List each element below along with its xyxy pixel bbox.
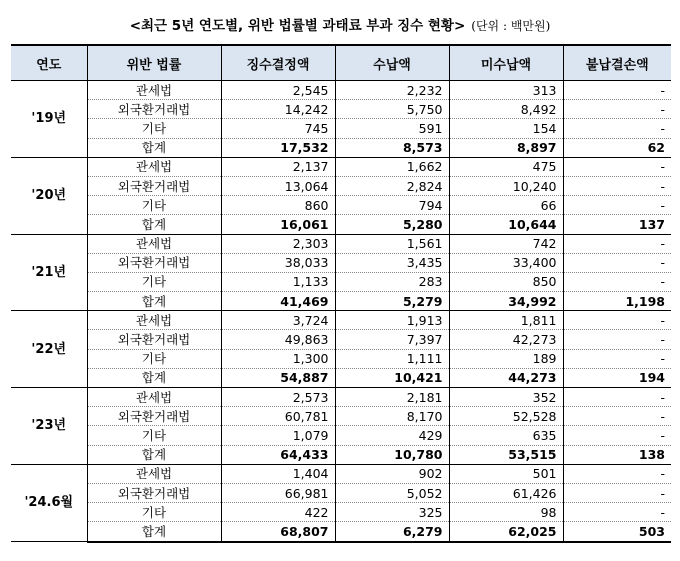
law-cell: 기타 [87, 349, 221, 368]
paid-cell: 5,279 [335, 292, 449, 311]
unpaid-cell: 635 [449, 426, 563, 445]
header-law: 위반 법률 [87, 45, 221, 81]
paid-cell: 325 [335, 503, 449, 522]
table-row [11, 81, 671, 100]
law-cell: 외국환거래법 [87, 100, 221, 119]
table-row [11, 157, 671, 176]
decided-cell: 68,807 [221, 522, 335, 542]
unpaid-cell: 33,400 [449, 253, 563, 272]
paid-cell: 591 [335, 119, 449, 138]
loss-cell: 62 [563, 138, 671, 157]
year-cell: '22년 [11, 311, 87, 388]
table-row [11, 138, 671, 157]
unpaid-cell: 10,644 [449, 215, 563, 234]
paid-cell: 2,232 [335, 81, 449, 100]
loss-cell: - [563, 483, 671, 502]
unpaid-cell: 742 [449, 234, 563, 253]
header-unpaid: 미수납액 [449, 45, 563, 81]
header-year: 연도 [11, 45, 87, 81]
table-body [11, 81, 671, 542]
unpaid-cell: 53,515 [449, 445, 563, 464]
law-cell: 합계 [87, 138, 221, 157]
table-row [11, 196, 671, 215]
table-row [11, 522, 671, 542]
law-cell: 외국환거래법 [87, 253, 221, 272]
law-cell: 외국환거래법 [87, 407, 221, 426]
header-loss: 불납결손액 [563, 45, 671, 81]
paid-cell: 283 [335, 272, 449, 291]
table-title [0, 14, 680, 34]
table-row [11, 311, 671, 330]
table-row [11, 292, 671, 311]
decided-cell: 38,033 [221, 253, 335, 272]
year-cell: '23년 [11, 388, 87, 465]
table-row [11, 483, 671, 502]
law-cell: 관세법 [87, 81, 221, 100]
law-cell: 합계 [87, 445, 221, 464]
law-cell: 합계 [87, 292, 221, 311]
year-cell: '24.6월 [11, 464, 87, 541]
unpaid-cell: 850 [449, 272, 563, 291]
unpaid-cell: 1,811 [449, 311, 563, 330]
decided-cell: 66,981 [221, 483, 335, 502]
paid-cell: 5,280 [335, 215, 449, 234]
loss-cell: - [563, 330, 671, 349]
paid-cell: 6,279 [335, 522, 449, 542]
law-cell: 기타 [87, 503, 221, 522]
paid-cell: 902 [335, 464, 449, 483]
paid-cell: 429 [335, 426, 449, 445]
law-cell: 관세법 [87, 388, 221, 407]
paid-cell: 2,824 [335, 176, 449, 195]
unpaid-cell: 34,992 [449, 292, 563, 311]
unpaid-cell: 98 [449, 503, 563, 522]
loss-cell: - [563, 426, 671, 445]
loss-cell: - [563, 176, 671, 195]
law-cell: 관세법 [87, 157, 221, 176]
decided-cell: 1,133 [221, 272, 335, 291]
table-row [11, 100, 671, 119]
paid-cell: 5,052 [335, 483, 449, 502]
table-row [11, 368, 671, 387]
decided-cell: 860 [221, 196, 335, 215]
loss-cell: - [563, 464, 671, 483]
loss-cell: 194 [563, 368, 671, 387]
unpaid-cell: 501 [449, 464, 563, 483]
unpaid-cell: 475 [449, 157, 563, 176]
unpaid-cell: 154 [449, 119, 563, 138]
loss-cell: 503 [563, 522, 671, 542]
decided-cell: 745 [221, 119, 335, 138]
decided-cell: 16,061 [221, 215, 335, 234]
decided-cell: 2,545 [221, 81, 335, 100]
decided-cell: 14,242 [221, 100, 335, 119]
paid-cell: 3,435 [335, 253, 449, 272]
unpaid-cell: 189 [449, 349, 563, 368]
unpaid-cell: 62,025 [449, 522, 563, 542]
loss-cell: - [563, 234, 671, 253]
decided-cell: 54,887 [221, 368, 335, 387]
loss-cell: 138 [563, 445, 671, 464]
table-row [11, 503, 671, 522]
decided-cell: 17,532 [221, 138, 335, 157]
law-cell: 관세법 [87, 464, 221, 483]
header-decided: 징수결정액 [221, 45, 335, 81]
table-row [11, 119, 671, 138]
loss-cell: - [563, 407, 671, 426]
unpaid-cell: 313 [449, 81, 563, 100]
loss-cell: - [563, 119, 671, 138]
unit-label: (단위 : 백만원) [471, 19, 551, 33]
decided-cell: 60,781 [221, 407, 335, 426]
paid-cell: 8,573 [335, 138, 449, 157]
unpaid-cell: 42,273 [449, 330, 563, 349]
decided-cell: 1,079 [221, 426, 335, 445]
year-cell: '20년 [11, 157, 87, 234]
paid-cell: 7,397 [335, 330, 449, 349]
table-row [11, 407, 671, 426]
loss-cell: - [563, 503, 671, 522]
law-cell: 관세법 [87, 234, 221, 253]
unpaid-cell: 61,426 [449, 483, 563, 502]
law-cell: 기타 [87, 272, 221, 291]
table-row [11, 234, 671, 253]
law-cell: 합계 [87, 368, 221, 387]
law-cell: 합계 [87, 215, 221, 234]
header-paid: 수납액 [335, 45, 449, 81]
table-row [11, 349, 671, 368]
table-row [11, 176, 671, 195]
table-row [11, 253, 671, 272]
unpaid-cell: 66 [449, 196, 563, 215]
law-cell: 합계 [87, 522, 221, 542]
paid-cell: 1,111 [335, 349, 449, 368]
paid-cell: 10,780 [335, 445, 449, 464]
decided-cell: 41,469 [221, 292, 335, 311]
loss-cell: - [563, 311, 671, 330]
loss-cell: - [563, 196, 671, 215]
table-row [11, 426, 671, 445]
law-cell: 외국환거래법 [87, 176, 221, 195]
unpaid-cell: 8,492 [449, 100, 563, 119]
law-cell: 기타 [87, 196, 221, 215]
law-cell: 관세법 [87, 311, 221, 330]
unpaid-cell: 8,897 [449, 138, 563, 157]
law-cell: 외국환거래법 [87, 330, 221, 349]
table-row [11, 445, 671, 464]
loss-cell: - [563, 272, 671, 291]
decided-cell: 13,064 [221, 176, 335, 195]
loss-cell: - [563, 388, 671, 407]
year-cell: '19년 [11, 81, 87, 158]
table-row [11, 330, 671, 349]
loss-cell: 137 [563, 215, 671, 234]
header-row [11, 45, 671, 81]
law-cell: 기타 [87, 426, 221, 445]
paid-cell: 1,662 [335, 157, 449, 176]
unpaid-cell: 52,528 [449, 407, 563, 426]
loss-cell: - [563, 253, 671, 272]
table-row [11, 464, 671, 483]
law-cell: 외국환거래법 [87, 483, 221, 502]
decided-cell: 64,433 [221, 445, 335, 464]
paid-cell: 5,750 [335, 100, 449, 119]
paid-cell: 10,421 [335, 368, 449, 387]
penalty-table [11, 44, 671, 543]
decided-cell: 1,300 [221, 349, 335, 368]
decided-cell: 2,137 [221, 157, 335, 176]
table-row [11, 215, 671, 234]
table-row [11, 272, 671, 291]
decided-cell: 422 [221, 503, 335, 522]
decided-cell: 1,404 [221, 464, 335, 483]
year-cell: '21년 [11, 234, 87, 311]
decided-cell: 3,724 [221, 311, 335, 330]
unpaid-cell: 44,273 [449, 368, 563, 387]
decided-cell: 49,863 [221, 330, 335, 349]
loss-cell: 1,198 [563, 292, 671, 311]
paid-cell: 1,561 [335, 234, 449, 253]
unpaid-cell: 352 [449, 388, 563, 407]
decided-cell: 2,303 [221, 234, 335, 253]
paid-cell: 1,913 [335, 311, 449, 330]
loss-cell: - [563, 157, 671, 176]
unpaid-cell: 10,240 [449, 176, 563, 195]
paid-cell: 2,181 [335, 388, 449, 407]
paid-cell: 8,170 [335, 407, 449, 426]
table-row [11, 388, 671, 407]
decided-cell: 2,573 [221, 388, 335, 407]
loss-cell: - [563, 349, 671, 368]
loss-cell: - [563, 100, 671, 119]
title-text: <최근 5년 연도별, 위반 법률별 과태료 부과 징수 현황> [129, 18, 466, 34]
loss-cell: - [563, 81, 671, 100]
law-cell: 기타 [87, 119, 221, 138]
paid-cell: 794 [335, 196, 449, 215]
